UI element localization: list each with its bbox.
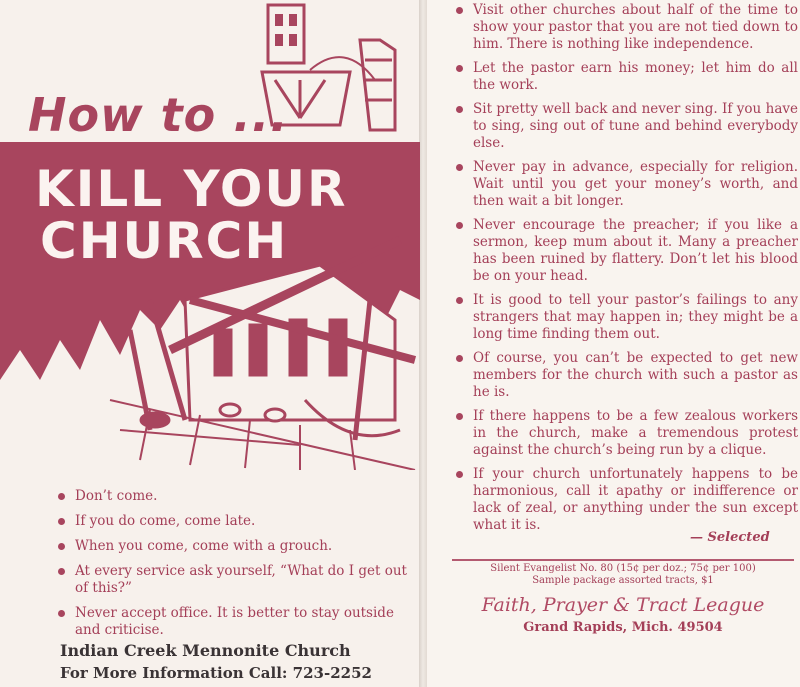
how-to-heading: How to ...: [28, 88, 289, 142]
list-item: Don’t come.: [55, 488, 410, 505]
bullet-icon: [58, 610, 65, 617]
bullet-icon: [58, 493, 65, 500]
bullet-icon: [456, 471, 463, 478]
list-item: When you come, come with a grouch.: [55, 538, 410, 555]
bullet-icon: [58, 568, 65, 575]
bullet-icon: [456, 222, 463, 229]
contact-info: For More Information Call: 723-2252: [60, 664, 372, 682]
page-fold: [419, 0, 427, 687]
bullet-icon: [58, 518, 65, 525]
bullet-icon: [456, 413, 463, 420]
church-name: Indian Creek Mennonite Church: [60, 641, 351, 660]
divider: [452, 559, 794, 561]
signoff: — Selected: [690, 530, 770, 545]
list-item: Visit other churches about half of the time to show your pastor that you are not tied down to him. There is nothing like independence.: [453, 2, 798, 53]
list-item: Of course, you can’t be expected to get new members for the church with such a pastor as he is.: [453, 350, 798, 401]
title-line-2: CHURCH: [40, 212, 289, 270]
publisher-line-1: Silent Evangelist No. 80 (15¢ per doz.; 75¢ per 100): [490, 563, 756, 574]
list-item: If there happens to be a few zealous workers in the church, make a tremendous protest against the church’s being run by a clique.: [453, 408, 798, 459]
bullet-icon: [58, 543, 65, 550]
list-item: It is good to tell your pastor’s failings to any strangers that may happen in; they might be a long time finding them out.: [453, 292, 798, 343]
bullet-icon: [456, 297, 463, 304]
list-item: Never encourage the preacher; if you like a sermon, keep mum about it. Many a preacher has been ruined by flattery. Don’t let his blood be on your head.: [453, 217, 798, 285]
publisher-city: Grand Rapids, Mich. 49504: [523, 620, 723, 635]
bullet-icon: [456, 7, 463, 14]
bullet-icon: [456, 65, 463, 72]
bullet-icon: [456, 164, 463, 171]
title-line-1: KILL YOUR: [35, 160, 348, 218]
list-item: Never pay in advance, especially for religion. Wait until you get your money’s worth, and then wait a bit longer.: [453, 159, 798, 210]
list-item: If you do come, come late.: [55, 513, 410, 530]
publisher-line-2: Sample package assorted tracts, $1: [532, 575, 714, 586]
list-item: Never accept office. It is better to stay outside and criticise.: [55, 605, 410, 639]
list-item: Let the pastor earn his money; let him do all the work.: [453, 60, 798, 94]
list-item: If your church unfortunately happens to be harmonious, call it apathy or indifference or lack of zeal, or anything under the sun except what it is.: [453, 466, 798, 534]
left-tips-list: [55, 488, 410, 647]
list-item: Sit pretty well back and never sing. If you have to sing, sing out of tune and behind everybody else.: [453, 101, 798, 152]
list-item: At every service ask yourself, “What do I get out of this?”: [55, 563, 410, 597]
bullet-icon: [456, 355, 463, 362]
publisher-logo: Faith, Prayer & Tract League: [481, 594, 765, 616]
right-tips-list: [453, 2, 798, 541]
bullet-icon: [456, 106, 463, 113]
